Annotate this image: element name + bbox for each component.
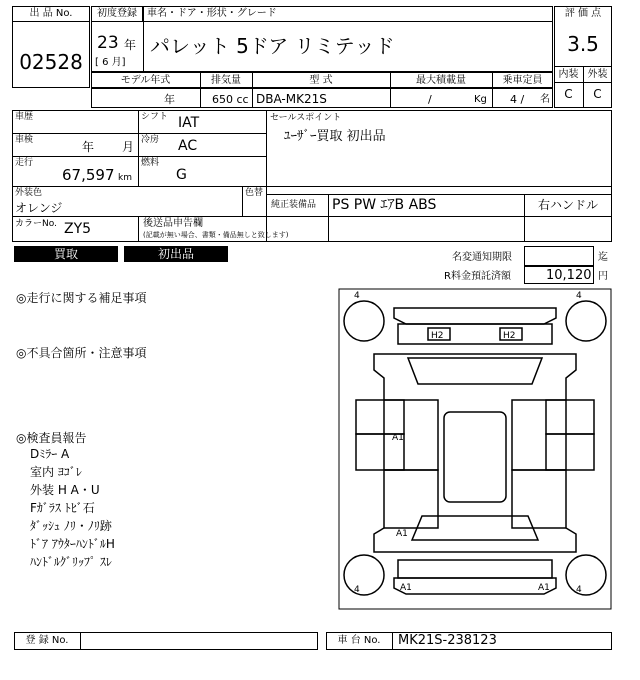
inspection-month: 月	[122, 140, 135, 154]
reg-no-label: 登 録 No.	[25, 635, 69, 646]
inspection-year: 年	[82, 140, 95, 154]
max-load-label: 最大積載量	[416, 75, 466, 86]
driving-remarks-title: ◎走行に関する補足事項	[16, 291, 147, 305]
chassis-divider	[392, 632, 393, 650]
ac-value: AC	[178, 138, 198, 154]
name-change-unit: 迄	[598, 252, 608, 263]
capacity-unit: 名	[540, 94, 550, 105]
info-col-a	[138, 110, 139, 186]
history-label: 車歴	[15, 112, 34, 122]
recolor-divider	[242, 186, 243, 216]
rear-left-damage: A1	[400, 583, 412, 593]
inspector-line: 外装 H A・U	[30, 483, 100, 497]
interior-grade: C	[564, 87, 573, 101]
reg-no-divider	[80, 632, 81, 650]
info-row-4	[12, 216, 612, 217]
equipment-label: 純正装備品	[271, 200, 317, 210]
reg-year-unit: 年	[124, 38, 137, 52]
lot-number: 02528	[19, 50, 83, 74]
equipment-top	[266, 194, 612, 195]
score-label: 評 価 点	[564, 8, 602, 19]
ext-color-label: 外装色	[15, 188, 43, 198]
inspector-line: ﾊﾝﾄﾞﾙｸﾞﾘｯﾌﾟ ｽﾚ	[30, 555, 112, 569]
name-change-label: 名変通知期限	[452, 252, 512, 263]
model-year-label: モデル年式	[120, 75, 171, 86]
score-divider-2	[554, 82, 612, 83]
car-damage-diagram	[338, 288, 612, 610]
capacity-label: 乗車定員	[502, 75, 543, 86]
inspector-line: Fｶﾞﾗｽ ﾄﾋﾞ石	[30, 501, 95, 515]
color-no-label: カラーNo.	[15, 219, 57, 229]
steering-value: 右ハンドル	[537, 198, 598, 212]
reg-year: 23	[97, 33, 119, 53]
inspector-line: ﾀﾞｯｼｭ ﾉﾘ・ﾉﾘ跡	[30, 519, 112, 533]
defects-title: ◎不具合箇所・注意事項	[16, 346, 147, 360]
recycle-label: R料金預託済額	[444, 271, 511, 282]
aftermarket-right	[328, 216, 329, 242]
equipment-value: PS PW ｴｱB ABS	[332, 197, 437, 213]
chassis-label: 車 台 No.	[337, 635, 381, 646]
inspection-label: 車検	[15, 135, 34, 145]
inspector-title: ◎検査員報告	[16, 431, 87, 445]
recycle-unit: 円	[598, 271, 608, 282]
name-change-box	[524, 246, 594, 266]
mileage-value: 67,597	[62, 166, 115, 184]
first-listing-badge: 初出品	[124, 246, 228, 262]
side-damage: A1	[392, 433, 404, 443]
aftermarket-label: 後送品申告欄	[143, 218, 203, 229]
reg-label: 初度登録	[97, 8, 137, 19]
inspector-line: ﾄﾞｱ ｱｳﾀｰﾊﾝﾄﾞﾙH	[30, 537, 115, 551]
aftermarket-divider	[138, 216, 139, 242]
car-label: 車名・ドア・形状・グレード	[147, 8, 277, 19]
info-row-3	[12, 186, 612, 187]
ac-label: 冷房	[141, 135, 160, 145]
inspector-line: Dﾐﾗｰ A	[30, 447, 70, 461]
load-unit: Kg	[474, 94, 487, 105]
score-value: 3.5	[567, 32, 599, 56]
shift-value: IAT	[178, 115, 200, 131]
front-left-damage: H2	[431, 331, 444, 341]
capacity-value: 4 /	[510, 93, 525, 106]
sales-point-label: セールスポイント	[270, 113, 342, 123]
inspector-line: 室内 ﾖｺﾞﾚ	[30, 465, 82, 479]
info-row-2	[12, 156, 266, 157]
info-row-1	[12, 133, 266, 134]
reg-month: [ 6 月]	[95, 57, 126, 68]
aftermarket-note: (記載が無い場合、書類・備品無しと致します)	[143, 231, 289, 239]
displacement-label: 排気量	[211, 75, 241, 86]
shift-label: シフト	[141, 112, 169, 122]
lot-label: 出 品 No.	[29, 8, 73, 19]
tire-rl-mark: 4	[354, 585, 360, 595]
exterior-grade: C	[593, 87, 602, 101]
recolor-label: 色替	[245, 188, 264, 198]
load-slash: /	[428, 93, 432, 106]
ext-color-value: オレンジ	[15, 201, 63, 215]
info-col-b	[266, 110, 267, 242]
interior-label: 内装	[558, 69, 579, 80]
displacement-value: 650 cc	[212, 93, 249, 106]
model-type: DBA-MK21S	[256, 92, 327, 106]
sales-point-text: ﾕｰｻﾞｰ買取 初出品	[284, 129, 386, 144]
front-right-damage: H2	[503, 331, 516, 341]
buyback-badge: 買取	[14, 246, 118, 262]
tire-fr-mark: 4	[576, 291, 582, 301]
mileage-label: 走行	[15, 158, 34, 168]
car-name: パレット 5ドア リミテッド	[150, 34, 395, 58]
chassis-number: MK21S-238123	[398, 633, 497, 648]
type-label: 型 式	[309, 75, 333, 86]
model-year-suffix: 年	[164, 93, 175, 106]
mileage-unit: km	[118, 173, 132, 183]
rear-right-damage: A1	[538, 583, 550, 593]
reg-divider	[143, 22, 144, 72]
fuel-label: 燃料	[141, 158, 160, 168]
color-no-value: ZY5	[64, 221, 92, 237]
lower-damage: A1	[396, 529, 408, 539]
exterior-label: 外装	[587, 69, 608, 80]
tire-fl-mark: 4	[354, 291, 360, 301]
tire-rr-mark: 4	[576, 585, 582, 595]
fuel-value: G	[176, 167, 187, 183]
recycle-fee: 10,120	[546, 268, 592, 283]
equipment-divider	[328, 194, 329, 216]
